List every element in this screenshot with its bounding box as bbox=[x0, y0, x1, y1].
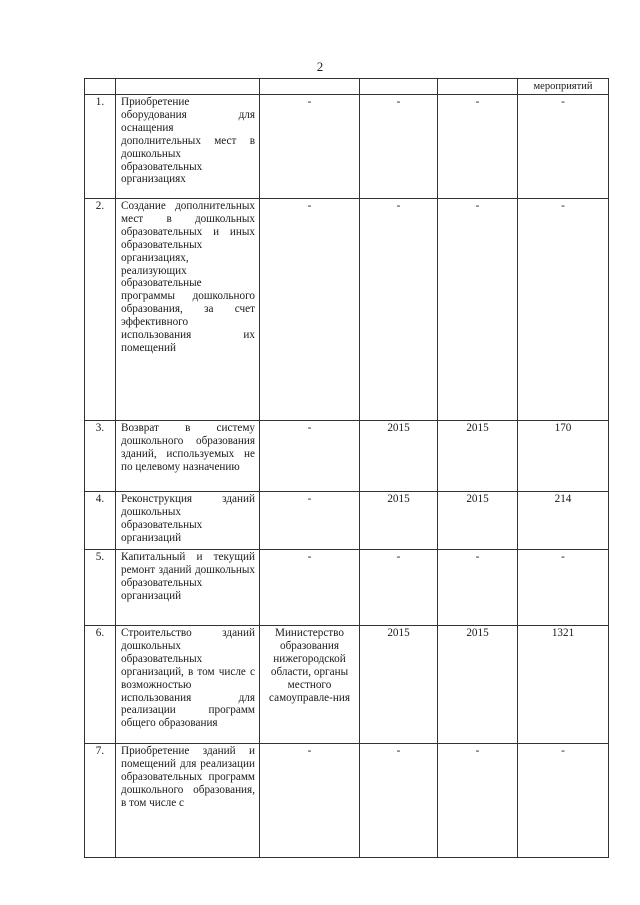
count-cell: - bbox=[518, 95, 609, 199]
measure-name: Приобретение зданий и помещений для реализации образовательных программ дошкольного образования, в том числе с bbox=[116, 744, 260, 858]
measure-name: Возврат в систему дошкольного образования зданий, используемых не по целевому назначению bbox=[116, 421, 260, 492]
row-number: 4. bbox=[85, 492, 116, 550]
row-number: 2. bbox=[85, 199, 116, 421]
end-year-cell: - bbox=[438, 550, 518, 626]
executor-cell: - bbox=[260, 421, 360, 492]
table-row bbox=[85, 492, 609, 550]
count-cell: 1321 bbox=[518, 626, 609, 744]
table-row bbox=[85, 744, 609, 858]
start-year-cell: - bbox=[360, 95, 438, 199]
start-year-cell: 2015 bbox=[360, 492, 438, 550]
executor-cell bbox=[260, 95, 360, 199]
measure-name: Строительство зданий дошкольных образовательных организаций, в том числе с возможностью использования для реализации программ общего образования bbox=[116, 626, 260, 744]
row-number: 1. bbox=[85, 95, 116, 199]
measure-name: Создание дополнительных мест в дошкольных образовательных и иных образовательных организациях, реализующих образовательные программы дошкольного образования, за счет эффективного использования их помещений bbox=[116, 199, 260, 421]
row-number: 6. bbox=[85, 626, 116, 744]
start-year-cell: - bbox=[360, 550, 438, 626]
header-cell bbox=[260, 79, 360, 95]
executor-cell: - bbox=[260, 492, 360, 550]
table-row bbox=[85, 95, 609, 199]
measure-name: Реконструкция зданий дошкольных образовательных организаций bbox=[116, 492, 260, 550]
count-cell: - bbox=[518, 550, 609, 626]
row-number: 5. bbox=[85, 550, 116, 626]
start-year-cell: - bbox=[360, 744, 438, 858]
table-row bbox=[85, 550, 609, 626]
end-year-cell: 2015 bbox=[438, 421, 518, 492]
start-year-cell: - bbox=[360, 199, 438, 421]
count-cell: - bbox=[518, 199, 609, 421]
header-cell bbox=[85, 79, 116, 95]
measure-name: Капитальный и текущий ремонт зданий дошкольных образовательных организаций bbox=[116, 550, 260, 626]
measure-name: Приобретение оборудования для оснащения дополнительных мест в дошкольных образовательных организациях bbox=[116, 95, 260, 199]
table-row bbox=[85, 421, 609, 492]
count-cell: 214 bbox=[518, 492, 609, 550]
table-row bbox=[85, 626, 609, 744]
dash-mark: - bbox=[307, 200, 312, 212]
end-year-cell: - bbox=[438, 199, 518, 421]
dash-mark: - bbox=[307, 96, 312, 108]
executor-cell: - bbox=[260, 744, 360, 858]
table-header-row bbox=[85, 79, 609, 95]
end-year-cell: 2015 bbox=[438, 492, 518, 550]
header-cell-measures: мероприятий bbox=[518, 79, 609, 95]
header-cell bbox=[360, 79, 438, 95]
end-year-cell: - bbox=[438, 744, 518, 858]
header-cell bbox=[116, 79, 260, 95]
table-row bbox=[85, 199, 609, 421]
row-number: 3. bbox=[85, 421, 116, 492]
end-year-cell: - bbox=[438, 95, 518, 199]
executor-cell: Министерство образования нижегородской области, органы местного самоуправле-ния bbox=[260, 626, 360, 744]
start-year-cell: 2015 bbox=[360, 421, 438, 492]
measures-table bbox=[84, 78, 609, 858]
header-cell bbox=[438, 79, 518, 95]
end-year-cell: 2015 bbox=[438, 626, 518, 744]
count-cell: 170 bbox=[518, 421, 609, 492]
executor-cell bbox=[260, 199, 360, 421]
row-number: 7. bbox=[85, 744, 116, 858]
page-number: 2 bbox=[316, 59, 324, 74]
count-cell: - bbox=[518, 744, 609, 858]
executor-cell: - bbox=[260, 550, 360, 626]
start-year-cell: 2015 bbox=[360, 626, 438, 744]
